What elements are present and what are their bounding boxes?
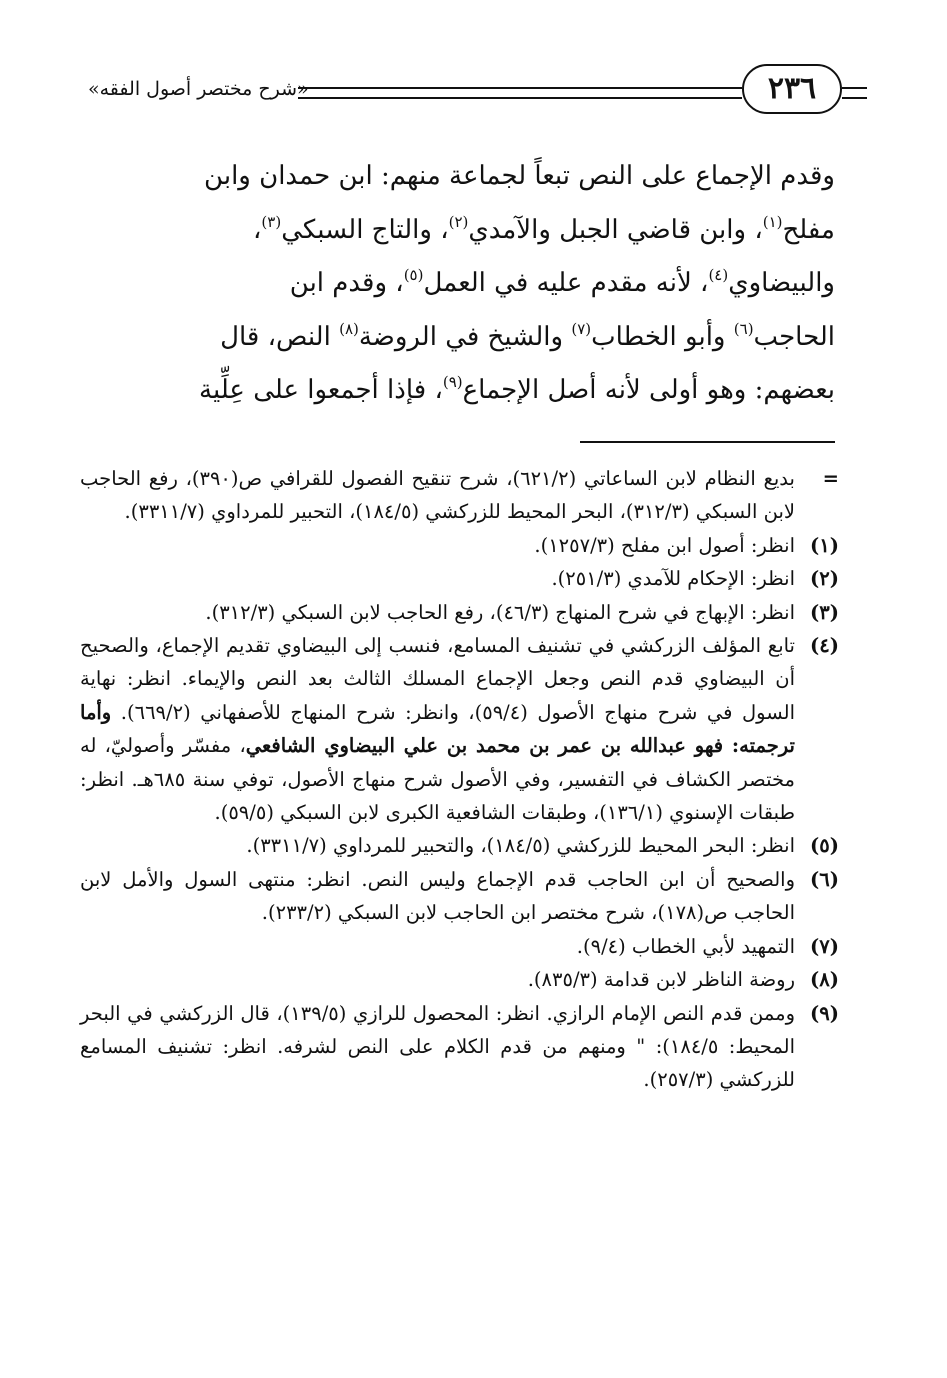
main-line-3 xyxy=(86,257,835,311)
text-segment: ، وقدم ابن xyxy=(289,268,404,298)
footnote-ref-6[interactable]: (٦) xyxy=(733,319,754,338)
footnote-number: (٣) xyxy=(810,600,839,624)
text-segment: وأبو الخطاب xyxy=(591,321,734,352)
footnote-5 xyxy=(80,829,839,862)
main-line-5 xyxy=(86,364,835,418)
footnote-text: وممن قدم النص الإمام الرازي. انظر: المحصول للرازي (١٣٩/٥)، قال الزركشي في البحر المحيط: ١٨٤/٥): " ومنهم من قدم الكلام على النص لشرفه. انظر: تشنيف المسامع للزركشي (٢٥٧/٣). xyxy=(80,1001,795,1092)
footnote-number: (٤) xyxy=(810,634,839,658)
footnote-ref-3[interactable]: (٣) xyxy=(261,212,282,231)
footnote-text: انظر: الإحكام للآمدي (٢٥١/٣). xyxy=(551,567,795,591)
footnote-text: انظر: أصول ابن مفلح (١٢٥٧/٣). xyxy=(534,533,795,557)
footnote-text: روضة الناظر لابن قدامة (٨٣٥/٣). xyxy=(527,968,795,992)
footnote-ref-1[interactable]: (١) xyxy=(762,212,783,231)
page-header xyxy=(80,52,867,124)
footnote-ref-2[interactable]: (٢) xyxy=(448,212,469,231)
header-rule-right xyxy=(842,87,867,99)
text-segment: مفلح xyxy=(782,214,835,245)
footnote-1 xyxy=(80,529,839,562)
footnote-text: انظر: البحر المحيط للزركشي (١٨٤/٥)، والتحبير للمرداوي (٣٣١١/٧). xyxy=(246,834,795,858)
footnote-bold-biography: وأما ترجمته: فهو عبدالله بن عمر بن محمد بن علي البيضاوي الشافعي xyxy=(80,700,795,758)
text-segment: ، فإذا أجمعوا على عِلِّية xyxy=(199,375,443,405)
footnote-2 xyxy=(80,562,839,595)
page-number: ٢٣٦ xyxy=(742,64,842,114)
footnote-text: التمهيد لأبي الخطاب (٩/٤). xyxy=(576,934,795,958)
text-segment: ، والتاج السبكي xyxy=(281,214,449,245)
text-segment: ، وابن قاضي الجبل والآمدي xyxy=(468,214,763,245)
running-title: «شرح مختصر أصول الفقه» xyxy=(88,78,309,100)
footnote-ref-8[interactable]: (٨) xyxy=(339,319,359,338)
footnote-3 xyxy=(80,596,839,629)
footnote-number: (٦) xyxy=(810,867,839,891)
header-rule-left xyxy=(298,87,742,99)
footnote-number: (٨) xyxy=(810,968,839,992)
footnote-6 xyxy=(80,863,839,930)
footnote-text: انظر: الإبهاج في شرح المنهاج (٤٦/٣)، رفع الحاجب لابن السبكي (٣١٢/٣). xyxy=(205,600,795,624)
text-segment: ، لأنه مقدم عليه في العمل xyxy=(423,268,709,298)
footnote-number: (٧) xyxy=(810,934,839,958)
footnote-text: والصحيح أن ابن الحاجب قدم الإجماع وليس النص. انظر: منتهى السول والأمل لابن الحاجب ص(١٧٨)، شرح مختصر ابن الحاجب لابن السبكي (٢٣٣/٢). xyxy=(80,867,795,925)
footnote-7 xyxy=(80,930,839,963)
text-segment: والبيضاوي xyxy=(728,268,835,298)
continuation-marker: = xyxy=(822,467,839,490)
footnote-4 xyxy=(80,629,839,829)
footnote-ref-4[interactable]: (٤) xyxy=(708,266,729,284)
footnote-number: (٥) xyxy=(810,834,839,858)
text-segment: الحاجب xyxy=(753,321,835,352)
footnote-ref-7[interactable]: (٧) xyxy=(571,319,592,338)
footnote-text: بديع النظام لابن الساعاتي (٦٢١/٢)، شرح تنقيح الفصول للقرافي ص(٣٩٠)، رفع الحاجب لابن السبكي (٣١٢/٣)، البحر المحيط للزركشي (١٨٤/٥)، التحبير للمرداوي (٣٣١١/٧). xyxy=(80,467,795,524)
main-line-1 xyxy=(86,150,835,204)
footnote-separator xyxy=(580,441,835,443)
footnote-number: (١) xyxy=(810,533,839,557)
text-segment: بعضهم: وهو أولى لأنه أصل الإجماع xyxy=(462,375,835,405)
footnote-text-part: تابع المؤلف الزركشي في تشنيف المسامع، فنسب إلى البيضاوي تقديم الإجماع، والصحيح أن البيضاوي قدم النص وجعل الإجماع المسلك الثالث بعد النص والإيماء. انظر: نهاية السول في شرح منهاج الأصول (٥٩/٤)، وانظر: شرح المنهاج للأصفهاني (٦٦٩/٢). xyxy=(80,634,795,724)
text-segment: ، xyxy=(253,214,262,245)
main-line-2 xyxy=(86,204,835,258)
footnotes xyxy=(80,462,839,1097)
footnote-8 xyxy=(80,963,839,996)
footnote-ref-5[interactable]: (٥) xyxy=(403,266,424,284)
main-line-4 xyxy=(86,311,835,365)
footnote-text xyxy=(80,629,795,829)
footnote-ref-9[interactable]: (٩) xyxy=(442,373,463,391)
main-text xyxy=(86,150,835,418)
footnote-number: (٢) xyxy=(810,567,839,591)
footnote-text-part: ، مفسّر وأصوليّ، له مختصر الكشاف في التفسير، وفي الأصول شرح منهاج الأصول، توفي سنة ٦٨٥هـ. انظر: طبقات الإسنوي (١٣٦/١)، وطبقات الشافعية الكبرى لابن السبكي (٥٩/٥). xyxy=(80,734,795,825)
footnote-9 xyxy=(80,997,839,1097)
footnote-number: (٩) xyxy=(810,1001,839,1025)
main-line-1-text: وقدم الإجماع على النص تبعاً لجماعة منهم: ابن حمدان وابن xyxy=(204,161,835,191)
text-segment: والشيخ في الروضة xyxy=(358,321,572,352)
text-segment: النص، قال xyxy=(220,321,340,352)
footnote-continuation xyxy=(80,462,839,529)
